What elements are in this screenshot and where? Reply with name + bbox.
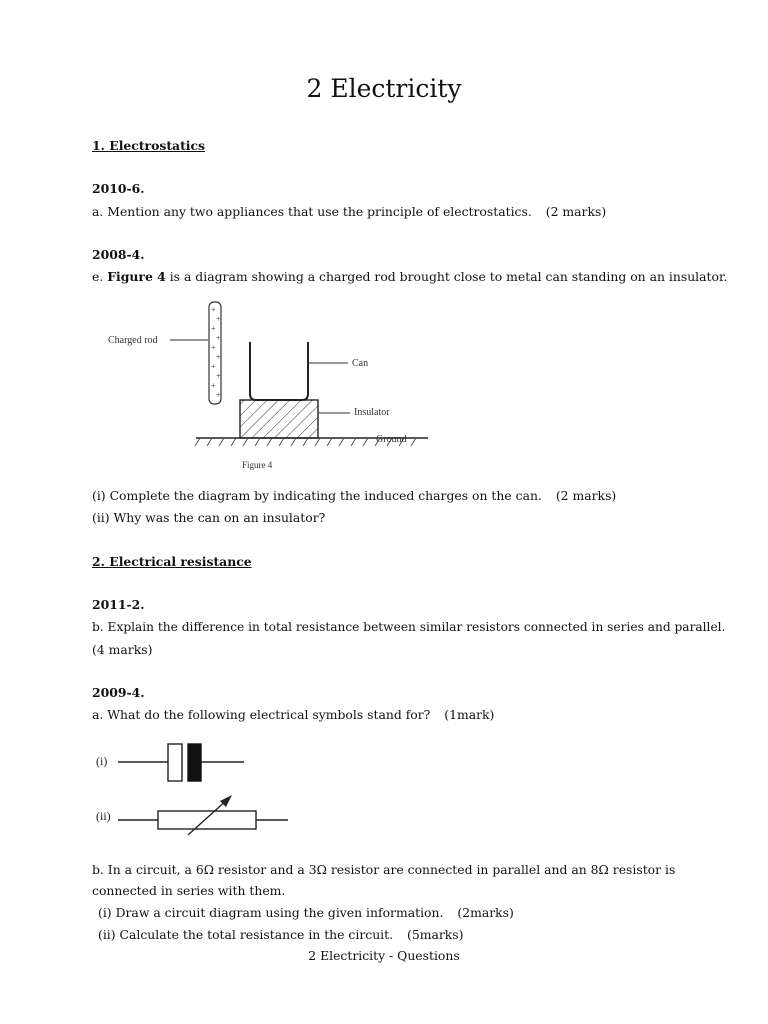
marks: (5marks) [407,927,464,942]
question-2008-4-i [92,488,616,503]
ground-label: Ground [376,434,407,445]
figure-caption: Figure 4 [242,460,273,470]
symbol-i-label: (i) [96,754,108,768]
rod-charge-sign: + [216,390,221,400]
rod-charge-sign: + [211,381,216,390]
rod-charge-sign: + [211,305,216,314]
electrical-symbols-figure [92,733,312,841]
rod-charges [211,305,221,400]
page-footer: 2 Electricity - Questions [308,948,460,963]
question-text: is a diagram showing a charged rod brought close to metal can standing on an insulator. [169,269,728,284]
question-id-2010-6: 2010-6. [92,181,145,196]
rod-charge-sign: + [216,314,221,324]
question-2009-4-b-line2: connected in series with them. [92,883,286,898]
question-2009-4-b-ii [98,927,464,942]
ground-hatch-mark [219,438,224,446]
rod-charge-sign: + [216,371,221,381]
question-2011-2-b: b. Explain the difference in total resistance between similar resistors connected in series and parallel. [92,620,726,634]
ground-hatch-mark [243,438,248,446]
charged-rod-label: Charged rod [108,335,158,346]
symbol-ii-label: (ii) [96,809,111,823]
question-text: a. What do the following electrical symbols stand for? [92,707,431,722]
rod-charge-sign: + [211,343,216,352]
section-heading-electrical-resistance: 2. Electrical resistance [92,554,252,569]
ground-hatch-mark [339,438,344,446]
question-2008-4-e [92,269,727,284]
question-prefix: e. [92,269,104,284]
figure-4-diagram [92,292,442,474]
question-2010-6-a [92,204,606,219]
ground-hatch-mark [315,438,320,446]
insulator-block [240,400,318,438]
rod-charge-sign: + [216,352,221,362]
question-id-2011-2: 2011-2. [92,597,145,612]
marks: (2marks) [457,905,514,920]
can-label: Can [352,358,369,369]
rod-charge-sign: + [216,333,221,343]
ground-hatch-mark [303,438,308,446]
question-text: (ii) Calculate the total resistance in the circuit. [98,927,394,942]
ground-hatch-mark [279,438,284,446]
question-2009-4-b-line1: b. In a circuit, a 6Ω resistor and a 3Ω resistor are connected in parallel and an 8Ω resistor is [92,862,676,877]
rod-charge-sign: + [211,362,216,371]
ground-hatch-mark [267,438,272,446]
question-text: (i) Draw a circuit diagram using the given information. [98,905,444,920]
rod-charge-sign: + [211,324,216,333]
page-title: 2 Electricity [306,74,462,103]
marks: (2 marks) [545,204,607,219]
ground-hatch-mark [327,438,332,446]
question-id-2009-4: 2009-4. [92,685,145,700]
question-2009-4-b-i [98,905,514,920]
question-id-2008-4: 2008-4. [92,247,145,262]
ground-hatch-mark [231,438,236,446]
ground-hatch-mark [363,438,368,446]
question-2011-2-marks: (4 marks) [92,642,153,657]
marks: (2 marks) [555,488,617,503]
question-2009-4-a [92,707,494,722]
marks: (1mark) [444,707,495,722]
figure-reference: Figure 4 [107,269,166,284]
question-text: a. Mention any two appliances that use the principle of electrostatics. [92,204,532,219]
metal-can-shape [250,342,308,400]
symbol-i-shape [118,744,244,781]
ground-hatch-mark [291,438,296,446]
symbol-ii-shape [118,795,288,835]
question-text: (i) Complete the diagram by indicating the induced charges on the can. [92,488,542,503]
insulator-label: Insulator [354,407,390,418]
question-2008-4-ii: (ii) Why was the can on an insulator? [92,510,326,525]
ground-hatch-mark [207,438,212,446]
ground-hatch-mark [195,438,200,446]
ground-hatch-mark [411,438,416,446]
ground-hatch-mark [351,438,356,446]
ground-hatch-mark [255,438,260,446]
section-heading-electrostatics: 1. Electrostatics [92,138,206,153]
